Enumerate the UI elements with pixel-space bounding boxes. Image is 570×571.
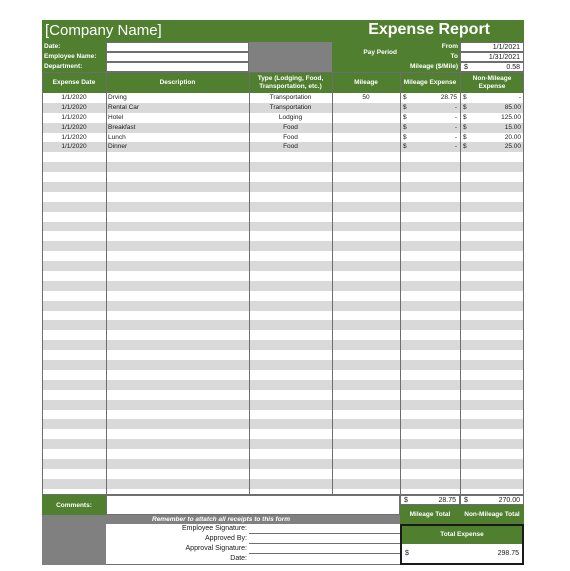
employee-name-label: Employee Name:	[42, 52, 106, 62]
table-row[interactable]	[42, 410, 524, 420]
cell-mileage-currency: $	[403, 143, 407, 151]
cell-mileage-currency: $	[403, 103, 407, 111]
col-header-date: Expense Date	[52, 78, 96, 86]
cell-description: Dinner	[108, 143, 128, 151]
mileage-total-label: Mileage Total	[400, 505, 460, 524]
report-header	[42, 20, 524, 42]
cell-date: 1/1/2020	[61, 133, 87, 141]
col-header-mileage-expense: Mileage Expense	[403, 78, 457, 86]
cell-type: Transportation	[269, 103, 312, 111]
table-row[interactable]	[42, 281, 524, 291]
from-label: From	[400, 42, 460, 52]
cell-date: 1/1/2020	[61, 94, 87, 101]
table-row[interactable]	[42, 330, 524, 340]
to-date-field[interactable]: 1/31/2021	[460, 52, 524, 62]
expense-table-body	[42, 93, 524, 489]
col-divider	[460, 72, 461, 494]
table-row[interactable]	[42, 212, 524, 222]
col-header-mileage: Mileage	[354, 78, 378, 86]
non-mileage-total-value: 270.00	[498, 497, 520, 504]
cell-non-mileage-currency: $	[463, 123, 467, 131]
mileage-total-value-cell	[400, 495, 460, 505]
table-row[interactable]	[42, 152, 524, 162]
employee-signature-label: Employee Signature:	[182, 525, 247, 532]
mileage-total-currency: $	[404, 497, 408, 504]
cell-non-mileage-expense: 20.00	[504, 133, 521, 141]
total-expense-value: 298.75	[497, 550, 519, 557]
table-row[interactable]	[42, 103, 524, 113]
cell-non-mileage-currency: $	[463, 133, 467, 141]
table-row[interactable]	[42, 340, 524, 350]
cell-mileage	[332, 133, 400, 143]
grey-spacer-block	[249, 42, 332, 72]
cell-type: Food	[283, 123, 298, 131]
col-header-description: Description	[159, 78, 196, 86]
cell-description: Drving	[108, 94, 127, 101]
table-row[interactable]	[42, 291, 524, 301]
department-field[interactable]	[106, 62, 249, 72]
pay-period-label: Pay Period	[332, 42, 400, 62]
cell-date: 1/1/2020	[61, 103, 87, 111]
mileage-rate-value: 0.58	[506, 64, 520, 71]
pay-period-spacer	[332, 62, 400, 72]
cell-date: 1/1/2020	[61, 113, 87, 121]
table-row[interactable]	[42, 370, 524, 380]
cell-description: Breakfast	[108, 123, 136, 131]
table-row[interactable]	[42, 113, 524, 123]
non-mileage-total-value-cell	[460, 495, 524, 505]
cell-mileage	[332, 142, 400, 152]
table-row[interactable]	[42, 172, 524, 182]
signature-date-label: Date:	[230, 555, 247, 562]
cell-mileage-expense: -	[454, 113, 457, 121]
signature-grey-block	[42, 524, 106, 565]
non-mileage-total-label: Non-Mileage Total	[460, 505, 524, 524]
table-row[interactable]	[42, 192, 524, 202]
cell-mileage-currency: $	[403, 94, 407, 101]
cell-mileage	[332, 103, 400, 113]
mileage-rate-label: Mileage ($/Mile)	[400, 62, 460, 72]
table-row[interactable]	[42, 222, 524, 232]
approved-by-field[interactable]	[249, 534, 400, 544]
col-divider	[249, 72, 250, 494]
cell-non-mileage-currency: $	[463, 94, 467, 101]
date-field[interactable]	[106, 42, 249, 52]
table-row[interactable]	[42, 162, 524, 172]
date-label: Date:	[42, 42, 106, 52]
cell-non-mileage-currency: $	[463, 143, 467, 151]
cell-type: Food	[283, 133, 298, 141]
cell-non-mileage-expense: 15.00	[504, 123, 521, 131]
table-row[interactable]	[42, 261, 524, 271]
table-row[interactable]	[42, 360, 524, 370]
table-row[interactable]	[42, 429, 524, 439]
table-row[interactable]	[42, 251, 524, 261]
table-row[interactable]	[42, 142, 524, 152]
cell-type: Lodging	[278, 113, 303, 121]
col-divider	[400, 72, 401, 494]
company-name[interactable]: [Company Name]	[45, 22, 162, 39]
mileage-total-value: 28.75	[438, 497, 456, 504]
cell-description: Lunch	[108, 133, 126, 141]
col-header-non-mileage-expense: Non-Mileage Expense	[472, 74, 512, 90]
cell-non-mileage-expense: 25.00	[504, 143, 521, 151]
comments-field[interactable]	[106, 495, 400, 515]
cell-date: 1/1/2020	[61, 143, 87, 151]
cell-mileage	[332, 123, 400, 133]
col-divider	[332, 72, 333, 494]
cell-non-mileage-currency: $	[463, 103, 467, 111]
receipts-reminder: Remember to attatch all receipts to this form	[42, 515, 400, 524]
table-row[interactable]	[42, 350, 524, 360]
cell-description: Rental Car	[108, 103, 140, 111]
comments-label: Comments:	[42, 495, 106, 515]
table-row[interactable]	[42, 271, 524, 281]
table-row[interactable]	[42, 439, 524, 449]
table-row[interactable]	[42, 231, 524, 241]
table-row[interactable]	[42, 311, 524, 321]
approval-signature-field[interactable]	[249, 544, 400, 554]
cell-date: 1/1/2020	[61, 123, 87, 131]
table-row[interactable]	[42, 479, 524, 489]
approved-by-label: Approved By:	[204, 535, 247, 542]
cell-mileage: 50	[362, 94, 370, 101]
employee-name-field[interactable]	[106, 52, 249, 62]
approval-signature-label: Approval Signature:	[185, 545, 247, 552]
cell-description: Hotel	[108, 113, 124, 121]
table-row[interactable]	[42, 459, 524, 469]
total-expense-value-cell	[402, 544, 522, 563]
cell-type: Food	[283, 143, 298, 151]
cell-mileage-expense: 28.75	[440, 94, 457, 101]
cell-mileage-expense: -	[454, 103, 457, 111]
table-row[interactable]	[42, 390, 524, 400]
table-row[interactable]	[42, 400, 524, 410]
table-row[interactable]	[42, 133, 524, 143]
total-expense-label: Total Expense	[402, 526, 522, 544]
mileage-rate-field[interactable]	[460, 62, 524, 72]
cell-type: Transportation	[269, 94, 312, 101]
non-mileage-total-currency: $	[464, 497, 468, 504]
total-expense-box	[400, 524, 524, 565]
cell-non-mileage-expense: -	[518, 94, 521, 101]
table-row[interactable]	[42, 182, 524, 192]
from-date-field[interactable]: 1/1/2021	[460, 42, 524, 52]
table-row[interactable]	[42, 469, 524, 479]
expense-table-header	[42, 72, 524, 93]
cell-mileage-expense: -	[454, 133, 457, 141]
table-row[interactable]	[42, 419, 524, 429]
cell-mileage-expense: -	[454, 143, 457, 151]
cell-non-mileage-expense: 85.00	[504, 103, 521, 111]
to-label: To	[400, 52, 460, 62]
department-label: Department:	[42, 62, 106, 72]
cell-mileage-currency: $	[403, 113, 407, 121]
table-row[interactable]	[42, 449, 524, 459]
mileage-rate-currency: $	[464, 64, 468, 71]
table-row[interactable]	[42, 202, 524, 212]
cell-mileage-expense: -	[454, 123, 457, 131]
cell-mileage	[332, 113, 400, 123]
table-row[interactable]	[42, 380, 524, 390]
table-row[interactable]	[42, 241, 524, 251]
cell-non-mileage-currency: $	[463, 113, 467, 121]
col-divider	[106, 72, 107, 494]
total-expense-currency: $	[405, 550, 409, 557]
employee-signature-field[interactable]	[249, 524, 400, 534]
report-title: Expense Report	[368, 21, 490, 38]
cell-non-mileage-expense: 125.00	[501, 113, 521, 121]
table-row[interactable]	[42, 301, 524, 311]
table-row[interactable]	[42, 123, 524, 133]
cell-mileage-currency: $	[403, 123, 407, 131]
cell-mileage-currency: $	[403, 133, 407, 141]
table-row[interactable]	[42, 93, 524, 103]
col-header-type: Type (Lodging, Food, Transportation, etc.)	[257, 74, 324, 90]
signature-date-field[interactable]	[249, 554, 400, 565]
table-row[interactable]	[42, 320, 524, 330]
signature-labels-panel	[106, 524, 249, 565]
